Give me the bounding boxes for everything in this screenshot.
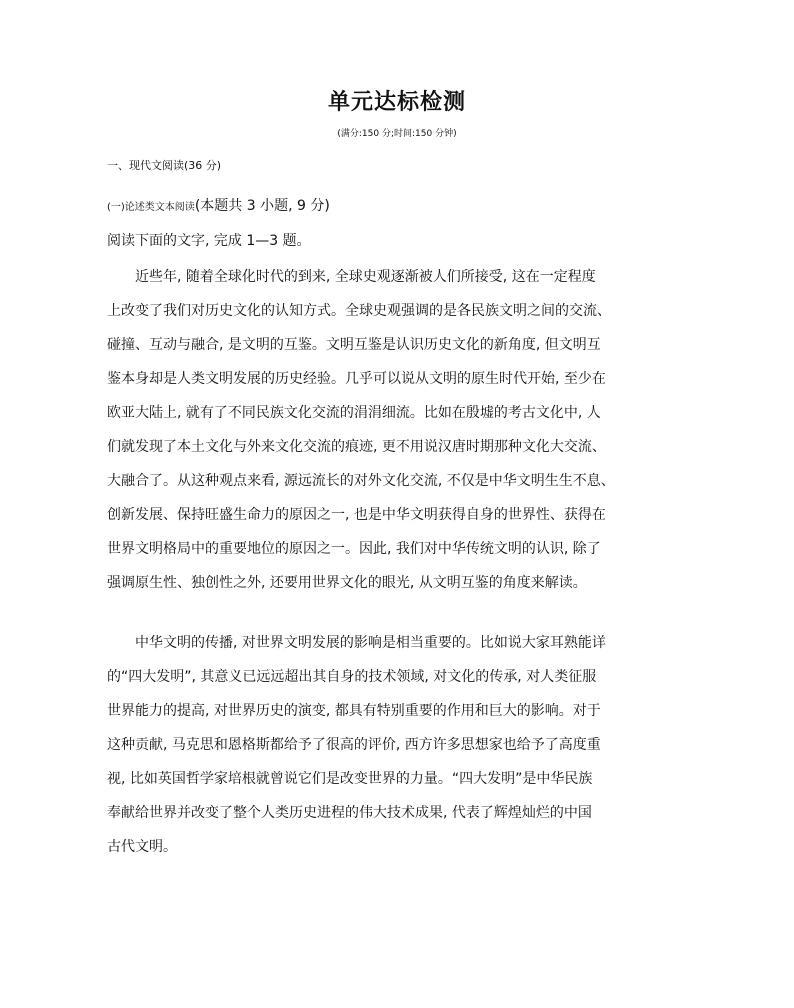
- body-paragraph: [107, 260, 717, 600]
- paragraph-line: 视, 比如英国哲学家培根就曾说它们是改变世界的力量。“四大发明”是中华民族: [107, 771, 593, 787]
- paragraph-line: 近些年, 随着全球化时代的到来, 全球史观逐渐被人们所接受, 这在一定程度: [135, 269, 596, 285]
- paragraph-line: 这种贡献, 马克思和恩格斯都给予了很高的评价, 西方许多思想家也给予了高度重: [107, 737, 601, 753]
- body-paragraph: [107, 626, 717, 864]
- subsection-label: (一)论述类文本阅读: [107, 202, 195, 213]
- paragraph-line: 奉献给世界并改变了整个人类历史进程的伟大技术成果, 代表了辉煌灿烂的中国: [107, 805, 592, 821]
- subsection-heading: [107, 195, 330, 218]
- reading-instruction: 阅读下面的文字, 完成 1—3 题。: [107, 233, 311, 249]
- paragraph-line: 欧亚大陆上, 就有了不同民族文化交流的涓涓细流。比如在殷墟的考古文化中, 人: [107, 405, 601, 421]
- paragraph-line: 大融合了。从这种观点来看, 源远流长的对外文化交流, 不仅是中华文明生生不息、: [107, 473, 615, 489]
- subsection-detail: (本题共 3 小题, 9 分): [194, 198, 330, 214]
- paragraph-line: 创新发展、保持旺盛生命力的原因之一, 也是中华文明获得自身的世界性、获得在: [107, 507, 606, 523]
- section-heading: 一、现代文阅读(36 分): [107, 159, 222, 172]
- paragraph-line: 的“四大发明”, 其意义已远远超出其自身的技术领域, 对文化的传承, 对人类征服: [107, 669, 597, 685]
- paragraph-line: 世界文明格局中的重要地位的原因之一。因此, 我们对中华传统文明的认识, 除了: [107, 541, 601, 557]
- paragraph-line: 强调原生性、独创性之外, 还要用世界文化的眼光, 从文明互鉴的角度来解读。: [107, 575, 587, 591]
- paragraph-line: 们就发现了本土文化与外来文化交流的痕迹, 更不用说汉唐时期那种文化大交流、: [107, 439, 606, 455]
- page-title: 单元达标检测: [327, 90, 466, 115]
- score-time-note: (满分:150 分;时间:150 分钟): [337, 129, 457, 139]
- paragraph-line: 碰撞、互动与融合, 是文明的互鉴。文明互鉴是认识历史文化的新角度, 但文明互: [107, 337, 601, 353]
- paragraph-line: 上改变了我们对历史文化的认知方式。全球史观强调的是各民族文明之间的交流、: [107, 303, 611, 319]
- paragraph-line: 世界能力的提高, 对世界历史的演变, 都具有特别重要的作用和巨大的影响。对于: [107, 703, 601, 719]
- paragraph-line: 中华文明的传播, 对世界文明发展的影响是相当重要的。比如说大家耳熟能详: [135, 635, 606, 651]
- paragraph-line: 鉴本身却是人类文明发展的历史经验。几乎可以说从文明的原生时代开始, 至少在: [107, 371, 606, 387]
- paragraph-line: 古代文明。: [107, 839, 177, 855]
